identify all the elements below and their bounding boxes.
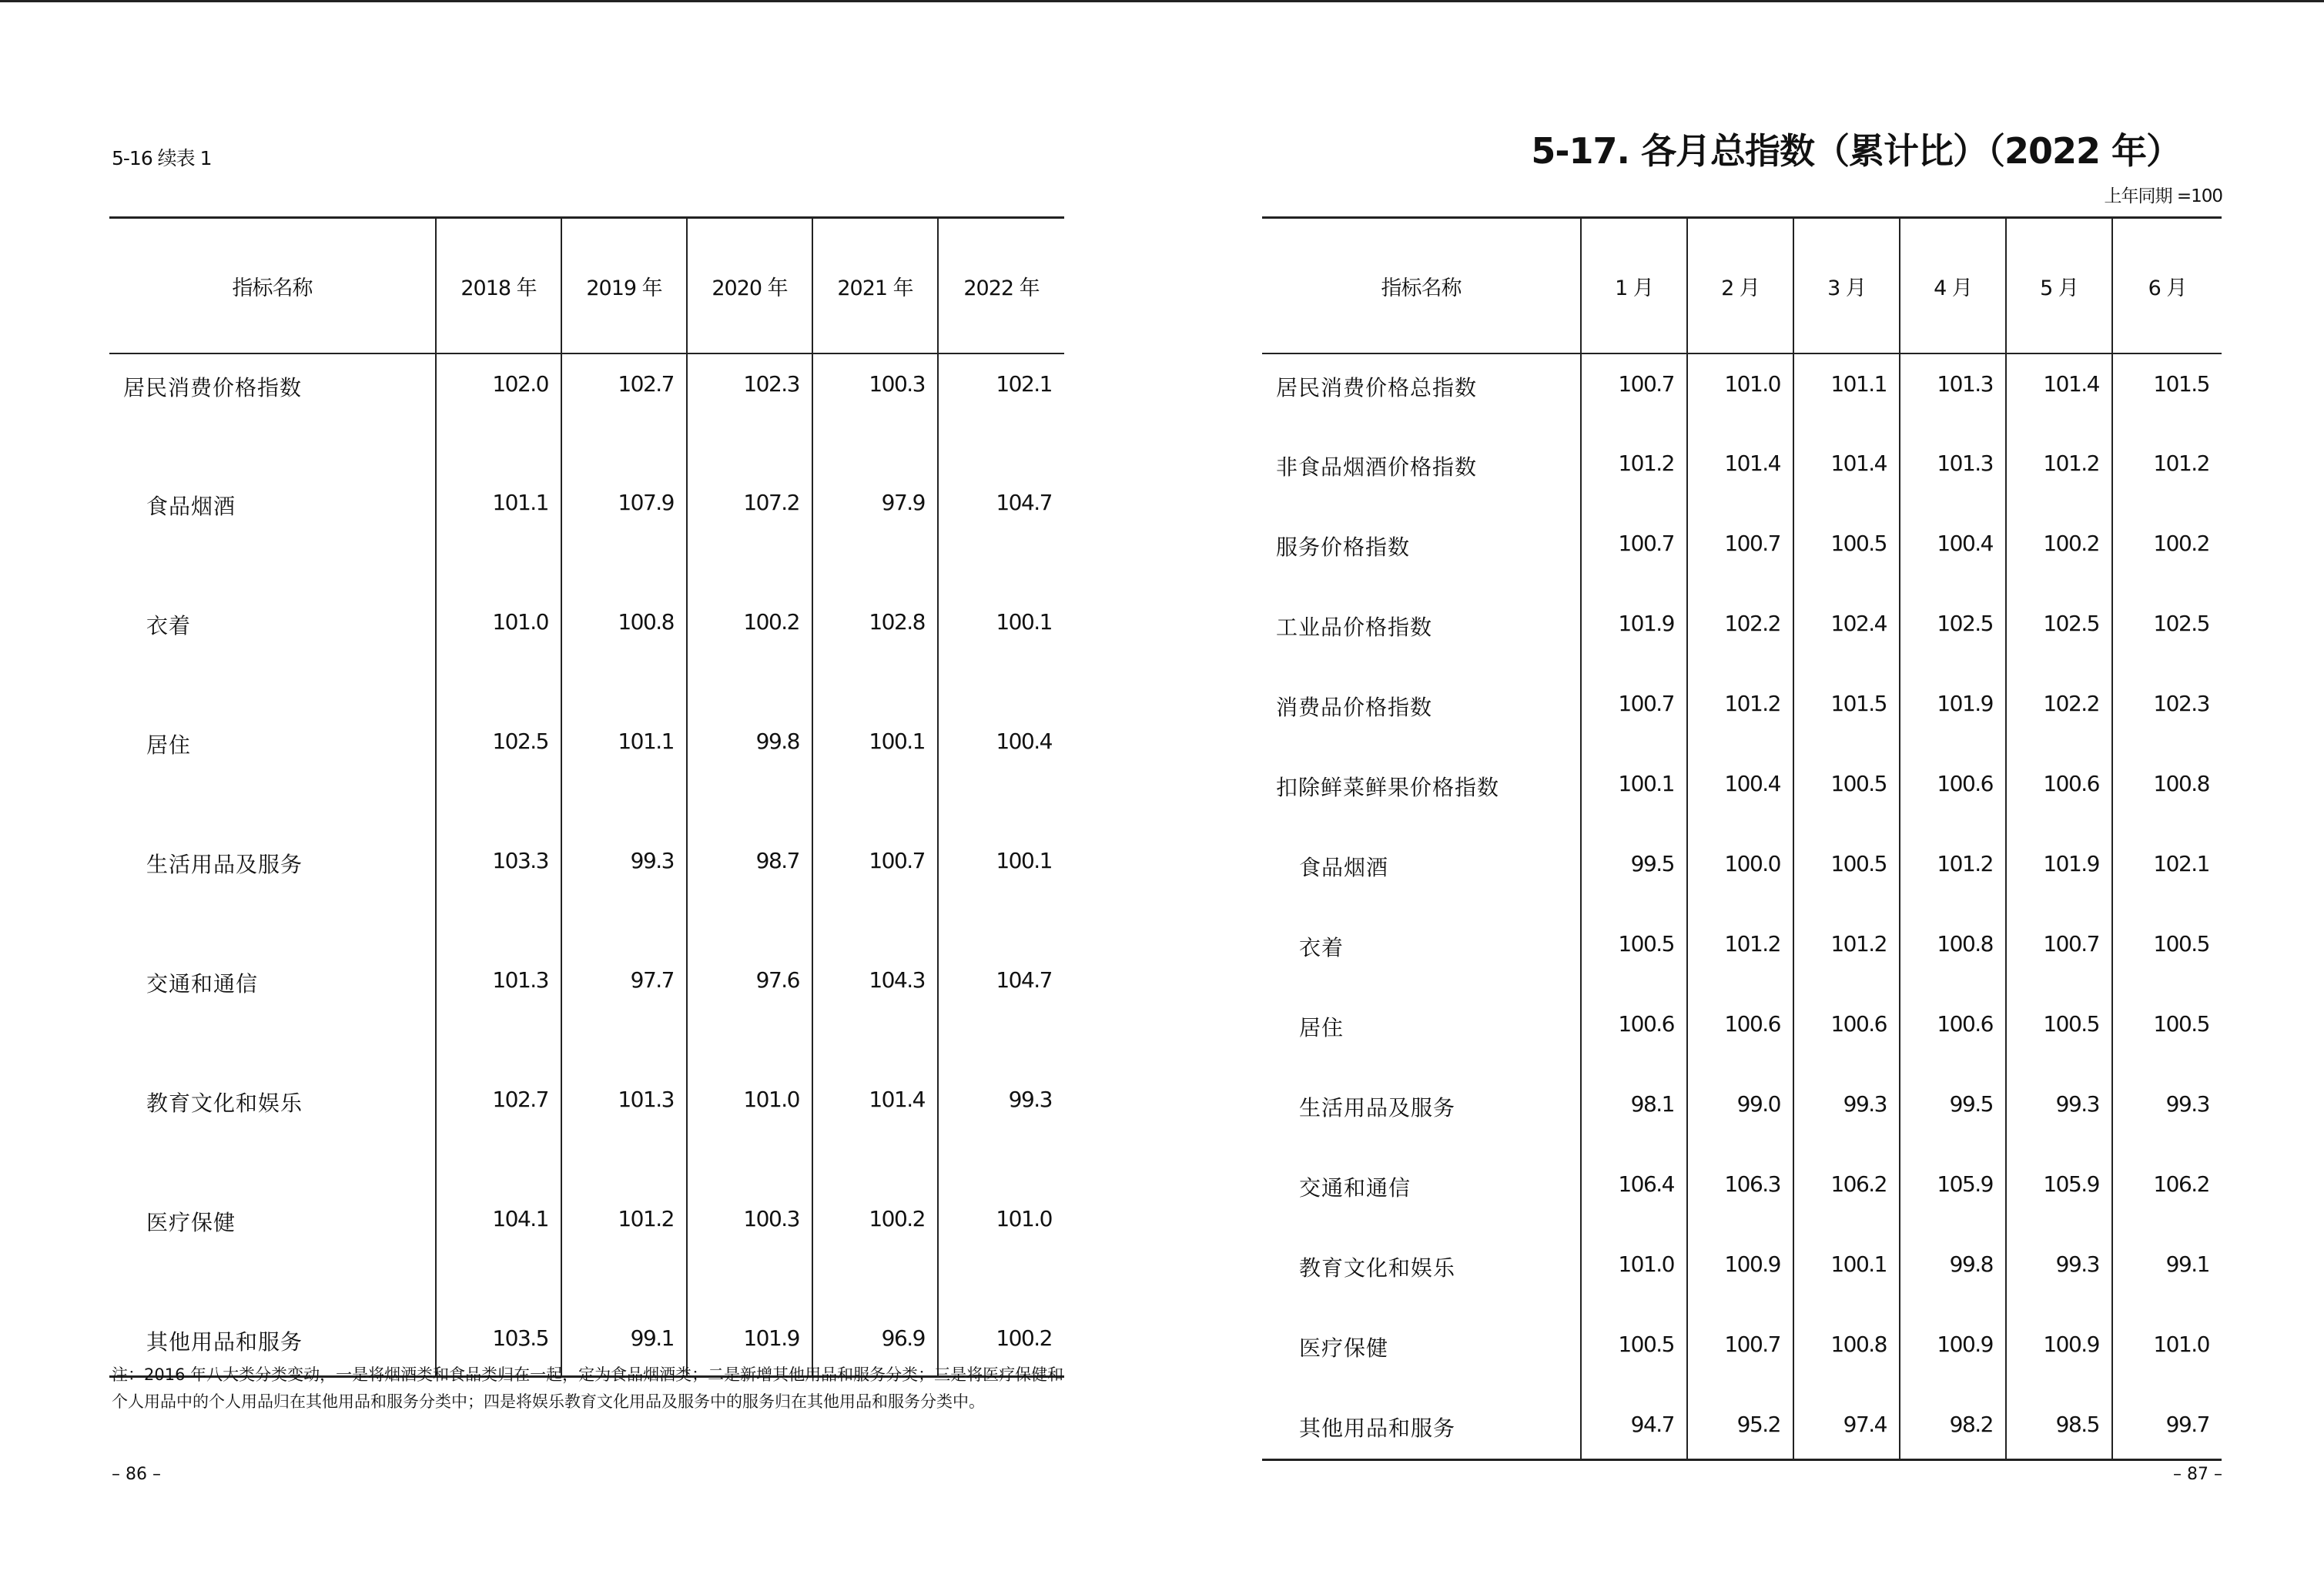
table-cell-value: 102.3 <box>2112 674 2222 754</box>
table-cell-value: 99.1 <box>561 1308 687 1376</box>
table-cell-value: 101.2 <box>561 1189 687 1308</box>
table-cell-value: 100.9 <box>2006 1315 2112 1395</box>
table-cell-value: 100.6 <box>2006 754 2112 834</box>
table-cell-value: 101.4 <box>1687 434 1793 514</box>
header-month: 3 月 <box>1793 218 1900 354</box>
header-month: 1 月 <box>1581 218 1687 354</box>
table-cell-value: 104.1 <box>436 1189 561 1308</box>
table-header-row <box>1262 218 2222 354</box>
table-cell-value: 101.1 <box>436 473 561 592</box>
header-year: 2021 年 <box>812 218 938 354</box>
table-cell-value: 99.1 <box>2112 1235 2222 1315</box>
table-cell-value: 101.4 <box>1793 434 1900 514</box>
table-cell-value: 100.2 <box>687 592 812 712</box>
table-cell-value: 102.0 <box>436 353 561 473</box>
table-cell-value: 100.1 <box>812 712 938 831</box>
row-indicator-name: 教育文化和娱乐 <box>146 1090 303 1116</box>
table-cell-value: 100.6 <box>1900 754 2006 834</box>
table-cell-value: 101.9 <box>1900 674 2006 754</box>
table-cell-value: 105.9 <box>2006 1154 2112 1235</box>
row-indicator-name: 居民消费价格总指数 <box>1276 375 1478 400</box>
table-cell-value: 97.4 <box>1793 1395 1900 1459</box>
table-cell-value: 101.9 <box>687 1308 812 1376</box>
table-cell-value: 100.7 <box>1581 514 1687 594</box>
table-5-16-continued <box>109 216 1064 1378</box>
table-cell-value: 101.0 <box>687 1070 812 1189</box>
table-row <box>1262 674 2222 754</box>
row-indicator-name: 居民消费价格指数 <box>123 375 303 400</box>
table-cell-value: 100.5 <box>2006 994 2112 1074</box>
table-cell-value: 102.3 <box>687 353 812 473</box>
table-row <box>109 950 1064 1070</box>
table-cell-value: 100.2 <box>938 1308 1064 1376</box>
table-cell-value: 107.9 <box>561 473 687 592</box>
table-cell-value: 102.5 <box>2112 594 2222 674</box>
row-indicator-name: 服务价格指数 <box>1276 534 1411 560</box>
table-cell-value: 101.0 <box>1581 1235 1687 1315</box>
table-cell-value: 107.2 <box>687 473 812 592</box>
table-row <box>109 353 1064 473</box>
table-cell-value: 101.2 <box>1793 914 1900 994</box>
table-cell-value: 102.5 <box>436 712 561 831</box>
row-indicator-name: 生活用品及服务 <box>1299 1095 1456 1121</box>
table-cell-value: 95.2 <box>1687 1395 1793 1459</box>
table-row <box>1262 434 2222 514</box>
table-cell-value: 103.3 <box>436 831 561 950</box>
table-cell-value: 104.7 <box>938 473 1064 592</box>
table-cell-value: 100.1 <box>1581 754 1687 834</box>
table-cell-value: 101.2 <box>2112 434 2222 514</box>
table-cell-value: 101.0 <box>2112 1315 2222 1395</box>
table-cell-value: 99.3 <box>938 1070 1064 1189</box>
continuation-title: 5-16 续表 1 <box>112 147 212 169</box>
table-row <box>1262 1395 2222 1459</box>
table-cell-value: 100.1 <box>1793 1235 1900 1315</box>
table-cell-value: 105.9 <box>1900 1154 2006 1235</box>
table-cell-value: 106.2 <box>2112 1154 2222 1235</box>
table-cell-value: 101.1 <box>1793 353 1900 434</box>
row-indicator-name: 食品烟酒 <box>1299 855 1389 880</box>
table-row <box>1262 514 2222 594</box>
table-cell-value: 100.6 <box>1793 994 1900 1074</box>
table-cell-value: 101.9 <box>1581 594 1687 674</box>
table-cell-value: 106.3 <box>1687 1154 1793 1235</box>
table-cell-value: 97.6 <box>687 950 812 1070</box>
table-cell-value: 101.0 <box>436 592 561 712</box>
table-cell-value: 97.9 <box>812 473 938 592</box>
table-cell-value: 100.2 <box>812 1189 938 1308</box>
table-cell-value: 101.1 <box>561 712 687 831</box>
table-5-17 <box>1262 216 2222 1461</box>
table-cell-value: 100.6 <box>1581 994 1687 1074</box>
table-row <box>109 831 1064 950</box>
table-cell-value: 101.5 <box>2112 353 2222 434</box>
table-row <box>1262 594 2222 674</box>
table-cell-value: 100.1 <box>938 592 1064 712</box>
table-cell-value: 102.2 <box>1687 594 1793 674</box>
row-indicator-name: 生活用品及服务 <box>146 852 303 877</box>
table-cell-value: 98.7 <box>687 831 812 950</box>
row-indicator-name: 居住 <box>146 732 192 758</box>
row-indicator-name: 交通和通信 <box>1299 1175 1411 1201</box>
table-cell-value: 101.3 <box>561 1070 687 1189</box>
table-cell-value: 104.3 <box>812 950 938 1070</box>
table-row <box>1262 1074 2222 1154</box>
table-row <box>1262 353 2222 434</box>
table-row <box>1262 1154 2222 1235</box>
table-cell-value: 100.5 <box>2112 914 2222 994</box>
table-row <box>1262 834 2222 914</box>
table-cell-value: 100.5 <box>1581 914 1687 994</box>
page-title: 5-17. 各月总指数（累计比）（2022 年） <box>1531 130 2181 172</box>
table-cell-value: 101.4 <box>2006 353 2112 434</box>
table-cell-value: 100.9 <box>1687 1235 1793 1315</box>
table-cell-value: 100.8 <box>561 592 687 712</box>
row-indicator-name: 消费品价格指数 <box>1276 695 1433 720</box>
table-cell-value: 100.6 <box>1687 994 1793 1074</box>
table-cell-value: 100.3 <box>687 1189 812 1308</box>
table-row <box>109 1189 1064 1308</box>
table-cell-value: 100.4 <box>938 712 1064 831</box>
table-cell-value: 100.3 <box>812 353 938 473</box>
table-row <box>109 1070 1064 1189</box>
table-cell-value: 102.2 <box>2006 674 2112 754</box>
table-cell-value: 102.1 <box>938 353 1064 473</box>
table-cell-value: 100.7 <box>1581 674 1687 754</box>
table-cell-value: 99.8 <box>1900 1235 2006 1315</box>
table-cell-value: 100.7 <box>1581 353 1687 434</box>
table-cell-value: 94.7 <box>1581 1395 1687 1459</box>
header-indicator-name: 指标名称 <box>109 218 436 354</box>
table-cell-value: 100.1 <box>938 831 1064 950</box>
table-cell-value: 101.3 <box>1900 434 2006 514</box>
row-indicator-name: 医疗保健 <box>1299 1335 1389 1361</box>
table-row <box>1262 1315 2222 1395</box>
table-cell-value: 103.5 <box>436 1308 561 1376</box>
table-cell-value: 99.8 <box>687 712 812 831</box>
table-cell-value: 100.7 <box>1687 514 1793 594</box>
table-cell-value: 101.5 <box>1793 674 1900 754</box>
table-cell-value: 100.8 <box>2112 754 2222 834</box>
table-cell-value: 100.4 <box>1687 754 1793 834</box>
table-header-row <box>109 218 1064 354</box>
table-cell-value: 101.2 <box>1687 914 1793 994</box>
table-row <box>1262 994 2222 1074</box>
table-cell-value: 102.4 <box>1793 594 1900 674</box>
table-cell-value: 102.5 <box>1900 594 2006 674</box>
table-cell-value: 99.7 <box>2112 1395 2222 1459</box>
table-cell-value: 99.5 <box>1581 834 1687 914</box>
row-indicator-name: 交通和通信 <box>146 971 259 997</box>
header-year: 2022 年 <box>938 218 1064 354</box>
row-indicator-name: 教育文化和娱乐 <box>1299 1255 1456 1281</box>
table-cell-value: 100.5 <box>1581 1315 1687 1395</box>
table-cell-value: 102.5 <box>2006 594 2112 674</box>
table-cell-value: 101.4 <box>812 1070 938 1189</box>
table-cell-value: 101.0 <box>938 1189 1064 1308</box>
table-cell-value: 102.7 <box>436 1070 561 1189</box>
right-page <box>1162 0 2324 1588</box>
header-month: 4 月 <box>1900 218 2006 354</box>
table-cell-value: 100.2 <box>2112 514 2222 594</box>
table-cell-value: 104.7 <box>938 950 1064 1070</box>
table-cell-value: 101.3 <box>1900 353 2006 434</box>
table-cell-value: 98.5 <box>2006 1395 2112 1459</box>
table-cell-value: 100.2 <box>2006 514 2112 594</box>
table-cell-value: 98.2 <box>1900 1395 2006 1459</box>
table-cell-value: 100.5 <box>1793 834 1900 914</box>
table-cell-value: 100.9 <box>1900 1315 2006 1395</box>
table-cell-value: 101.2 <box>1581 434 1687 514</box>
table-cell-value: 100.5 <box>2112 994 2222 1074</box>
table-cell-value: 101.2 <box>2006 434 2112 514</box>
table-cell-value: 102.7 <box>561 353 687 473</box>
table-cell-value: 101.3 <box>436 950 561 1070</box>
row-indicator-name: 非食品烟酒价格指数 <box>1276 454 1478 480</box>
table-cell-value: 100.6 <box>1900 994 2006 1074</box>
table-cell-value: 101.9 <box>2006 834 2112 914</box>
table-cell-value: 100.0 <box>1687 834 1793 914</box>
table-cell-value: 97.7 <box>561 950 687 1070</box>
row-indicator-name: 工业品价格指数 <box>1276 615 1433 640</box>
table-cell-value: 100.4 <box>1900 514 2006 594</box>
table-cell-value: 102.8 <box>812 592 938 712</box>
table-cell-value: 99.0 <box>1687 1074 1793 1154</box>
row-indicator-name: 扣除鲜菜鲜果价格指数 <box>1276 775 1500 800</box>
header-year: 2020 年 <box>687 218 812 354</box>
table-cell-value: 101.2 <box>1900 834 2006 914</box>
header-indicator-name: 指标名称 <box>1262 218 1581 354</box>
row-indicator-name: 医疗保健 <box>146 1210 236 1235</box>
table-cell-value: 101.2 <box>1687 674 1793 754</box>
table-cell-value: 106.4 <box>1581 1154 1687 1235</box>
header-year: 2019 年 <box>561 218 687 354</box>
row-indicator-name: 衣着 <box>1299 935 1345 960</box>
header-year: 2018 年 <box>436 218 561 354</box>
table-cell-value: 100.7 <box>812 831 938 950</box>
table-row <box>1262 914 2222 994</box>
table-cell-value: 100.5 <box>1793 754 1900 834</box>
row-indicator-name: 其他用品和服务 <box>1299 1415 1456 1441</box>
table-row <box>1262 1235 2222 1315</box>
table-row <box>109 473 1064 592</box>
table-row <box>109 712 1064 831</box>
table-cell-value: 99.3 <box>2006 1074 2112 1154</box>
table-cell-value: 99.3 <box>561 831 687 950</box>
table-cell-value: 99.3 <box>2112 1074 2222 1154</box>
row-indicator-name: 其他用品和服务 <box>146 1329 303 1355</box>
unit-note: 上年同期 =100 <box>2104 186 2222 206</box>
row-indicator-name: 食品烟酒 <box>146 494 236 519</box>
row-indicator-name: 居住 <box>1299 1015 1345 1040</box>
table-cell-value: 96.9 <box>812 1308 938 1376</box>
footnote: 注：2016 年八大类分类变动，一是将烟酒类和食品类归在一起，定为食品烟酒类；二是新增其他用品和服务分类；三是将医疗保健和个人用品中的个人用品归在其他用品和服务分类中；四是将娱乐教育文化用品及服务中的服务归在其他用品和服务分类中。 <box>112 1365 1064 1411</box>
table-cell-value: 99.3 <box>2006 1235 2112 1315</box>
table-cell-value: 101.0 <box>1687 353 1793 434</box>
table-cell-value: 102.1 <box>2112 834 2222 914</box>
header-month: 6 月 <box>2112 218 2222 354</box>
row-indicator-name: 衣着 <box>146 613 192 638</box>
table-cell-value: 98.1 <box>1581 1074 1687 1154</box>
table-cell-value: 100.8 <box>1793 1315 1900 1395</box>
table-row <box>1262 754 2222 834</box>
page-number: – 86 – <box>112 1465 161 1484</box>
page-number: – 87 – <box>2173 1465 2222 1484</box>
header-month: 2 月 <box>1687 218 1793 354</box>
table-cell-value: 99.3 <box>1793 1074 1900 1154</box>
table-cell-value: 100.5 <box>1793 514 1900 594</box>
table-row <box>109 592 1064 712</box>
header-month: 5 月 <box>2006 218 2112 354</box>
table-cell-value: 100.8 <box>1900 914 2006 994</box>
table-cell-value: 100.7 <box>1687 1315 1793 1395</box>
table-cell-value: 106.2 <box>1793 1154 1900 1235</box>
table-cell-value: 100.7 <box>2006 914 2112 994</box>
table-cell-value: 99.5 <box>1900 1074 2006 1154</box>
